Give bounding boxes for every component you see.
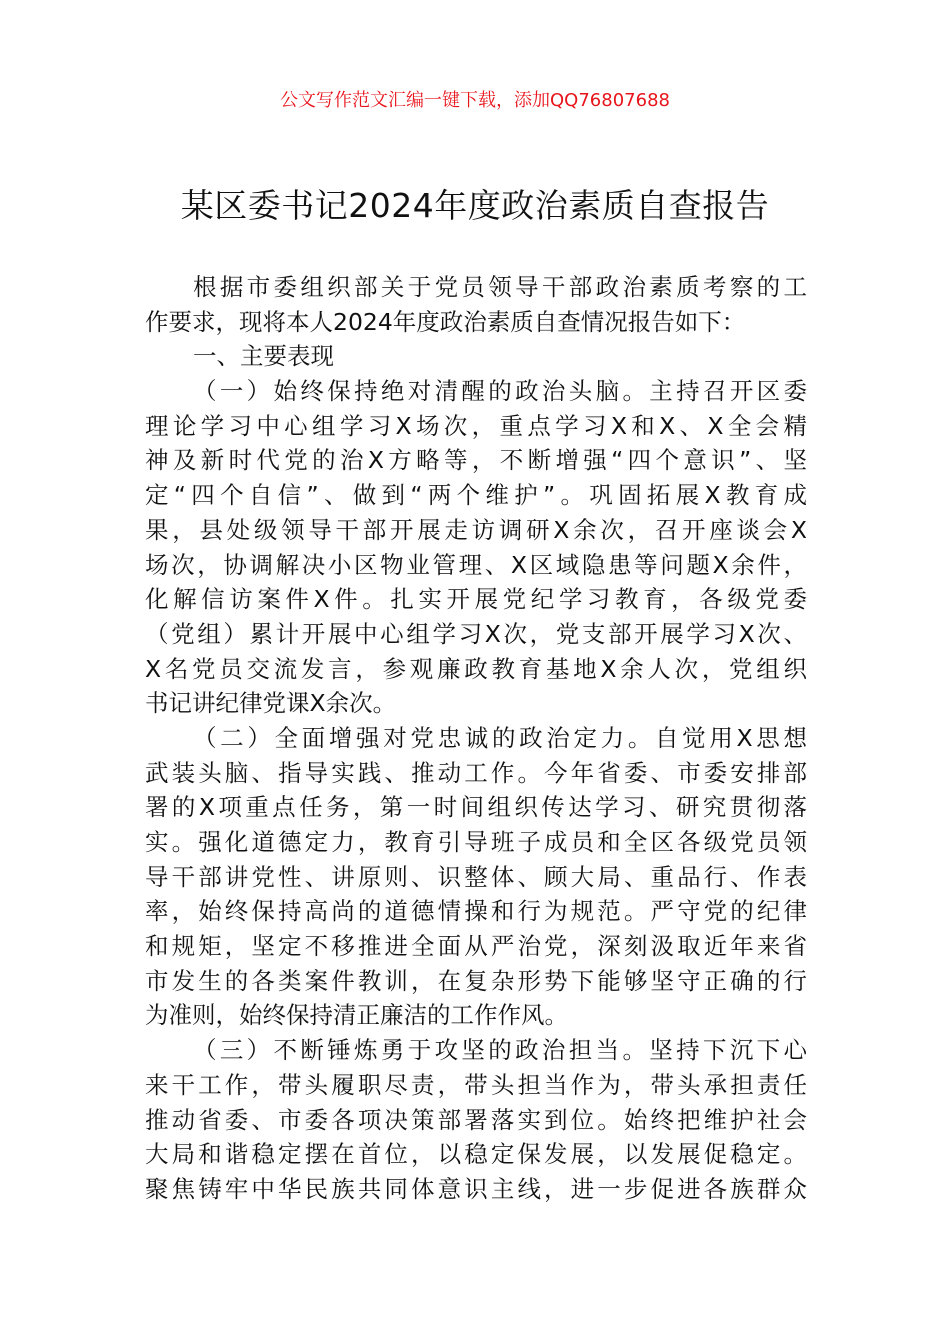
text-line: 神及新时代党的治X方略等，不断增强“四个意识”、坚 xyxy=(145,446,807,475)
paragraph xyxy=(145,339,807,374)
paragraph xyxy=(145,721,807,1033)
download-banner: 公文写作范文汇编一键下载，添加QQ76807688 xyxy=(280,90,670,111)
text-line: 导干部讲党性、讲原则、识整体、顾大局、重品行、作表 xyxy=(145,862,807,891)
text-line: 率，始终保持高尚的道德情操和行为规范。严守党的纪律 xyxy=(145,897,807,926)
text-line: 大局和谐稳定摆在首位，以稳定保发展，以发展促稳定。 xyxy=(145,1140,807,1169)
text-line: 根据市委组织部关于党员领导干部政治素质考察的工 xyxy=(193,273,807,301)
text-line: 一、主要表现 xyxy=(193,342,334,371)
text-line: 来干工作，带头履职尽责，带头担当作为，带头承担责任 xyxy=(145,1070,807,1099)
paragraph xyxy=(145,1033,807,1206)
text-line: 武装头脑、指导实践、推动工作。今年省委、市委安排部 xyxy=(145,758,807,787)
text-line: （三）不断锤炼勇于攻坚的政治担当。坚持下沉下心 xyxy=(193,1036,807,1065)
text-line: 定“四个自信”、做到“两个维护”。巩固拓展X教育成 xyxy=(145,481,807,510)
text-line: 为准则，始终保持清正廉洁的工作作风。 xyxy=(145,1001,568,1030)
paragraph xyxy=(145,374,807,721)
text-line: 署的X项重点任务，第一时间组织传达学习、研究贯彻落 xyxy=(145,793,807,822)
text-line: （二）全面增强对党忠诚的政治定力。自觉用X思想 xyxy=(193,723,807,752)
text-line: 果，县处级领导干部开展走访调研X余次，召开座谈会X xyxy=(145,515,807,544)
text-line: 实。强化道德定力，教育引导班子成员和全区各级党员领 xyxy=(145,828,807,856)
text-line: 理论学习中心组学习X场次，重点学习X和X、X全会精 xyxy=(145,411,807,440)
document-title: 某区委书记2024年度政治素质自查报告 xyxy=(180,186,770,225)
text-line: （一）始终保持绝对清醒的政治头脑。主持召开区委 xyxy=(193,377,807,406)
document-body xyxy=(145,270,807,1207)
text-line: 市发生的各类案件教训，在复杂形势下能够坚守正确的行 xyxy=(145,966,807,995)
text-line: X名党员交流发言，参观廉政教育基地X余人次，党组织 xyxy=(145,654,807,683)
text-line: （党组）累计开展中心组学习X次，党支部开展学习X次、 xyxy=(145,619,807,648)
text-line: 化解信访案件X件。扎实开展党纪学习教育，各级党委 xyxy=(145,585,807,614)
text-line: 书记讲纪律党课X余次。 xyxy=(145,689,397,718)
text-line: 和规矩，坚定不移推进全面从严治党，深刻汲取近年来省 xyxy=(145,932,807,961)
text-line: 推动省委、市委各项决策部署落实到位。始终把维护社会 xyxy=(145,1105,807,1134)
text-line: 场次，协调解决小区物业管理、X区域隐患等问题X余件， xyxy=(145,550,807,579)
paragraph xyxy=(145,270,807,339)
text-line: 作要求，现将本人2024年度政治素质自查情况报告如下： xyxy=(145,307,746,336)
text-line: 聚焦铸牢中华民族共同体意识主线，进一步促进各族群众 xyxy=(145,1174,807,1203)
